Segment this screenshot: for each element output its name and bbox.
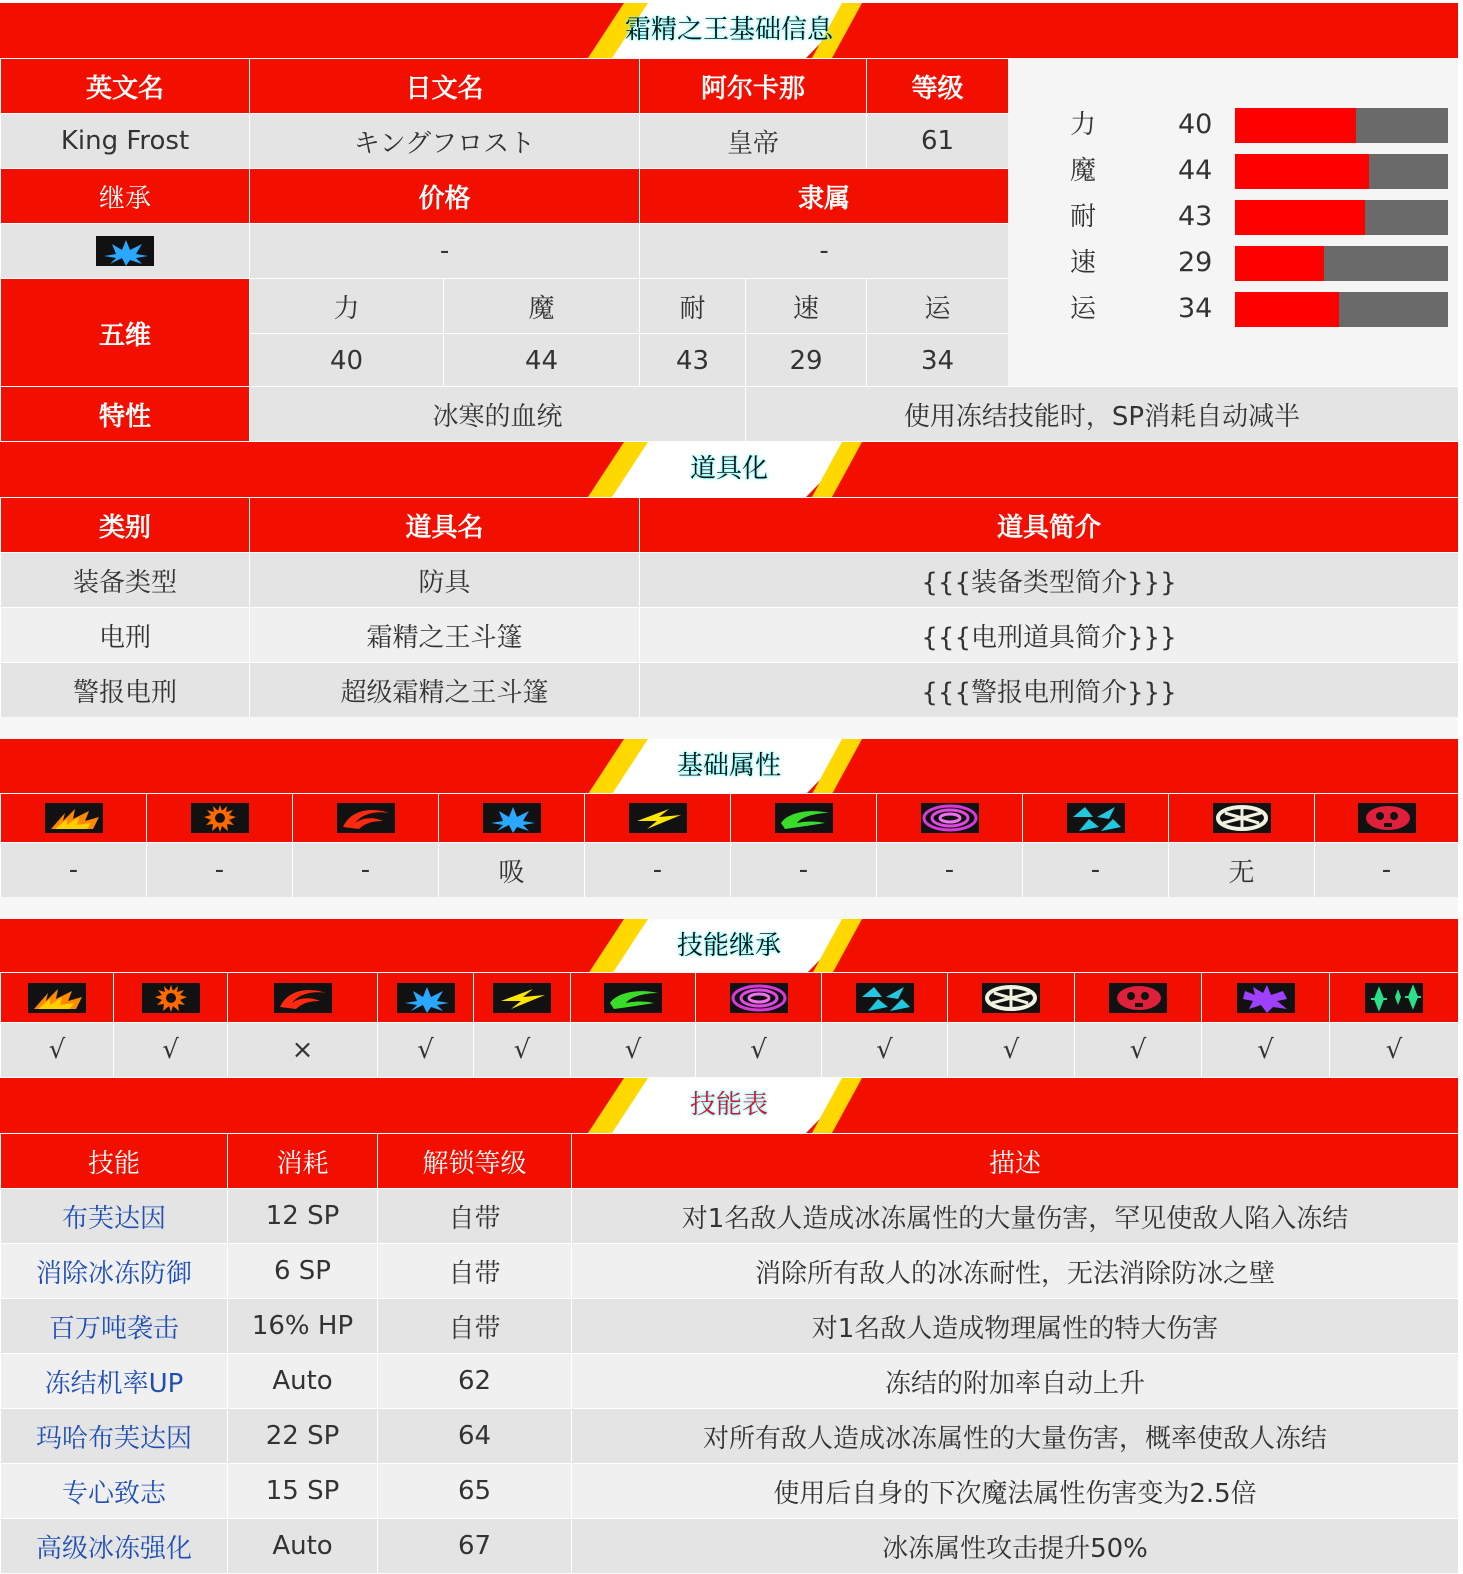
- basic-info-table: [0, 58, 1009, 389]
- items-header-desc: 道具简介: [640, 498, 1459, 553]
- bless-icon: [1067, 803, 1125, 833]
- level: 61: [867, 114, 1009, 169]
- curse-icon: [730, 983, 788, 1013]
- table-row: [1, 608, 1459, 663]
- fire-icon: [45, 803, 103, 833]
- stat-bar-label: 魔: [1070, 156, 1097, 186]
- skill-name-link[interactable]: 高级冰冻强化: [1, 1519, 228, 1574]
- skills-header-cost: 消耗: [228, 1134, 378, 1189]
- fire-icon: [28, 983, 86, 1013]
- element-header-cell: [948, 973, 1075, 1023]
- element-value: -: [147, 843, 293, 898]
- stat-bar-value: 40: [1178, 109, 1213, 140]
- stat-bar-value: 44: [1178, 155, 1213, 186]
- electric-icon: [493, 983, 551, 1013]
- skill-description: 对1名敌人造成冰冻属性的大量伤害，罕见使敌人陷入冻结: [572, 1189, 1459, 1244]
- item-desc: {{{电刑道具简介}}}: [640, 608, 1459, 663]
- stat-bar-fill: [1235, 108, 1356, 143]
- stat-bar: [1235, 246, 1448, 281]
- skill-unlock-level: 自带: [378, 1189, 572, 1244]
- header-japanese-name: 日文名: [250, 59, 640, 114]
- stat-bar-value: 34: [1178, 293, 1213, 324]
- item-desc: {{{装备类型简介}}}: [640, 553, 1459, 608]
- gun-icon: [1109, 983, 1167, 1013]
- price: -: [250, 224, 640, 279]
- skill-description: 消除所有敌人的冰冻耐性，无法消除防冰之壁: [572, 1244, 1459, 1299]
- stat-name-luck: 运: [867, 279, 1009, 334]
- element-header-cell: [378, 973, 474, 1023]
- element-value: -: [731, 843, 877, 898]
- skill-cost: 22 SP: [228, 1409, 378, 1464]
- table-row: [1, 1519, 1459, 1574]
- stat-bar-label: 运: [1070, 294, 1097, 324]
- element-value: √: [114, 1023, 228, 1078]
- stat-bar: [1235, 200, 1448, 235]
- skill-description: 使用后自身的下次魔法属性伤害变为2.5倍: [572, 1464, 1459, 1519]
- stat-bar-row: [1008, 286, 1458, 332]
- ailment-icon: [1237, 983, 1295, 1013]
- element-header-cell: [571, 973, 696, 1023]
- electric-icon: [629, 803, 687, 833]
- stat-bar-row: [1008, 194, 1458, 240]
- stat-bar-row: [1008, 102, 1458, 148]
- stat-bars-panel: [1008, 58, 1458, 386]
- header-level: 等级: [867, 59, 1009, 114]
- skill-name-link[interactable]: 布芙达因: [1, 1189, 228, 1244]
- skill-unlock-level: 自带: [378, 1299, 572, 1354]
- affiliation: -: [640, 224, 1009, 279]
- stat-value-strength: 40: [250, 334, 444, 389]
- item-category: 警报电刑: [1, 663, 250, 718]
- element-value: √: [378, 1023, 474, 1078]
- trait-name: 冰寒的血统: [250, 387, 746, 442]
- wind-icon: [337, 803, 395, 833]
- element-value: √: [1075, 1023, 1202, 1078]
- element-header-cell: [696, 973, 822, 1023]
- stat-bar-fill: [1235, 154, 1369, 189]
- item-desc: {{{警报电刑简介}}}: [640, 663, 1459, 718]
- skill-unlock-level: 自带: [378, 1244, 572, 1299]
- header-arcana: 阿尔卡那: [640, 59, 867, 114]
- skill-cost: 6 SP: [228, 1244, 378, 1299]
- inheritance-table: [0, 972, 1459, 1078]
- element-value: √: [822, 1023, 948, 1078]
- trait-label: 特性: [1, 387, 250, 442]
- stat-bar-value: 43: [1178, 201, 1213, 232]
- stat-name-magic: 魔: [444, 279, 640, 334]
- ice-icon: [397, 983, 455, 1013]
- item-name: 霜精之王斗篷: [250, 608, 640, 663]
- stat-bar: [1235, 292, 1448, 327]
- skill-name-link[interactable]: 玛哈布芙达因: [1, 1409, 228, 1464]
- items-banner: [0, 442, 1458, 497]
- element-value: √: [474, 1023, 571, 1078]
- element-value: ×: [228, 1023, 378, 1078]
- element-value: -: [1, 843, 147, 898]
- japanese-name: キングフロスト: [250, 114, 640, 169]
- table-row: [1, 1189, 1459, 1244]
- element-header-cell: [877, 794, 1023, 843]
- item-name: 超级霜精之王斗篷: [250, 663, 640, 718]
- wind-icon: [274, 983, 332, 1013]
- info-banner-title: 霜精之王基础信息: [624, 15, 833, 45]
- gun-icon: [1358, 803, 1416, 833]
- items-header-category: 类别: [1, 498, 250, 553]
- nuclear-icon: [142, 983, 200, 1013]
- element-header-cell: [228, 973, 378, 1023]
- skill-cost: Auto: [228, 1354, 378, 1409]
- element-header-cell: [439, 794, 585, 843]
- skills-header-desc: 描述: [572, 1134, 1459, 1189]
- element-value: √: [948, 1023, 1075, 1078]
- skill-unlock-level: 67: [378, 1519, 572, 1574]
- element-value: √: [1202, 1023, 1330, 1078]
- table-row: [1, 1409, 1459, 1464]
- skills-table: [0, 1133, 1459, 1574]
- element-header-cell: [1169, 794, 1315, 843]
- affinity-banner: [0, 739, 1458, 794]
- skill-description: 冻结的附加率自动上升: [572, 1354, 1459, 1409]
- items-header-name: 道具名: [250, 498, 640, 553]
- skill-unlock-level: 62: [378, 1354, 572, 1409]
- curse-icon: [921, 803, 979, 833]
- inheritance-banner: [0, 919, 1458, 974]
- info-banner: [0, 3, 1458, 58]
- stat-name-strength: 力: [250, 279, 444, 334]
- stat-bar: [1235, 108, 1448, 143]
- inheritance-banner-title: 技能继承: [676, 931, 781, 961]
- nuclear-icon: [191, 803, 249, 833]
- item-name: 防具: [250, 553, 640, 608]
- table-row: [1, 1464, 1459, 1519]
- stat-bar-fill: [1235, 200, 1365, 235]
- skills-banner: [0, 1078, 1458, 1133]
- skills-header-level: 解锁等级: [378, 1134, 572, 1189]
- element-header-cell: [1023, 794, 1169, 843]
- physical-icon: [982, 983, 1040, 1013]
- element-header-cell: [1315, 794, 1459, 843]
- element-header-cell: [585, 794, 731, 843]
- header-affiliation: 隶属: [640, 169, 1009, 224]
- skill-name-link[interactable]: 专心致志: [1, 1464, 228, 1519]
- affinity-table: [0, 793, 1459, 898]
- stat-bar-row: [1008, 240, 1458, 286]
- skills-header-skill: 技能: [1, 1134, 228, 1189]
- skill-cost: 16% HP: [228, 1299, 378, 1354]
- affinity-banner-title: 基础属性: [676, 751, 781, 781]
- skill-unlock-level: 65: [378, 1464, 572, 1519]
- stat-value-agility: 29: [746, 334, 867, 389]
- skill-description: 冰冻属性攻击提升50%: [572, 1519, 1459, 1574]
- psy-icon: [775, 803, 833, 833]
- stat-bar-label: 耐: [1070, 202, 1097, 232]
- element-header-cell: [1075, 973, 1202, 1023]
- stat-value-endurance: 43: [640, 334, 746, 389]
- element-value: -: [1315, 843, 1459, 898]
- bless-icon: [856, 983, 914, 1013]
- ice-icon: [96, 236, 154, 266]
- stat-bar-fill: [1235, 292, 1339, 327]
- element-value: √: [1, 1023, 114, 1078]
- stat-value-luck: 34: [867, 334, 1009, 389]
- element-header-cell: [293, 794, 439, 843]
- element-value: √: [696, 1023, 822, 1078]
- psy-icon: [604, 983, 662, 1013]
- table-row: [1, 1244, 1459, 1299]
- background-strip: [0, 897, 1458, 919]
- stat-value-magic: 44: [444, 334, 640, 389]
- arcana: 皇帝: [640, 114, 867, 169]
- english-name: King Frost: [1, 114, 250, 169]
- skills-banner-title: 技能表: [689, 1090, 768, 1120]
- table-row: [1, 1354, 1459, 1409]
- element-header-cell: [1202, 973, 1330, 1023]
- element-header-cell: [474, 973, 571, 1023]
- skill-name-link[interactable]: 消除冰冻防御: [1, 1244, 228, 1299]
- element-value: 无: [1169, 843, 1315, 898]
- element-value: -: [585, 843, 731, 898]
- element-value: √: [1330, 1023, 1459, 1078]
- header-price: 价格: [250, 169, 640, 224]
- almighty-icon: [1365, 983, 1423, 1013]
- element-value: -: [293, 843, 439, 898]
- skill-unlock-level: 64: [378, 1409, 572, 1464]
- skill-description: 对1名敌人造成物理属性的特大伤害: [572, 1299, 1459, 1354]
- item-category: 电刑: [1, 608, 250, 663]
- table-row: [1, 553, 1459, 608]
- skill-cost: Auto: [228, 1519, 378, 1574]
- physical-icon: [1213, 803, 1271, 833]
- stat-bar-row: [1008, 148, 1458, 194]
- stat-bar-fill: [1235, 246, 1324, 281]
- element-value: 吸: [439, 843, 585, 898]
- header-english-name: 英文名: [1, 59, 250, 114]
- element-header-cell: [114, 973, 228, 1023]
- trait-description: 使用冻结技能时，SP消耗自动减半: [746, 387, 1459, 442]
- ice-icon: [483, 803, 541, 833]
- element-header-cell: [822, 973, 948, 1023]
- background-strip: [0, 717, 1458, 739]
- stat-bar-label: 力: [1070, 110, 1097, 140]
- element-value: √: [571, 1023, 696, 1078]
- skill-cost: 15 SP: [228, 1464, 378, 1519]
- element-header-cell: [731, 794, 877, 843]
- skill-description: 对所有敌人造成冰冻属性的大量伤害，概率使敌人冻结: [572, 1409, 1459, 1464]
- skill-name-link[interactable]: 冻结机率UP: [1, 1354, 228, 1409]
- stat-bar: [1235, 154, 1448, 189]
- table-row: [1, 1299, 1459, 1354]
- element-value: -: [877, 843, 1023, 898]
- element-header-cell: [1, 973, 114, 1023]
- trait-table: [0, 386, 1459, 442]
- skill-name-link[interactable]: 百万吨袭击: [1, 1299, 228, 1354]
- stat-name-agility: 速: [746, 279, 867, 334]
- inherit-type: [1, 224, 250, 279]
- items-table: [0, 497, 1459, 718]
- element-header-cell: [1330, 973, 1459, 1023]
- header-inherit: 继承: [1, 169, 250, 224]
- element-header-cell: [147, 794, 293, 843]
- item-category: 装备类型: [1, 553, 250, 608]
- stat-bar-label: 速: [1070, 248, 1097, 278]
- stats-label: 五维: [1, 279, 250, 389]
- element-header-cell: [1, 794, 147, 843]
- items-banner-title: 道具化: [689, 454, 768, 484]
- table-row: [1, 663, 1459, 718]
- stat-name-endurance: 耐: [640, 279, 746, 334]
- stat-bar-value: 29: [1178, 247, 1213, 278]
- element-value: -: [1023, 843, 1169, 898]
- skill-cost: 12 SP: [228, 1189, 378, 1244]
